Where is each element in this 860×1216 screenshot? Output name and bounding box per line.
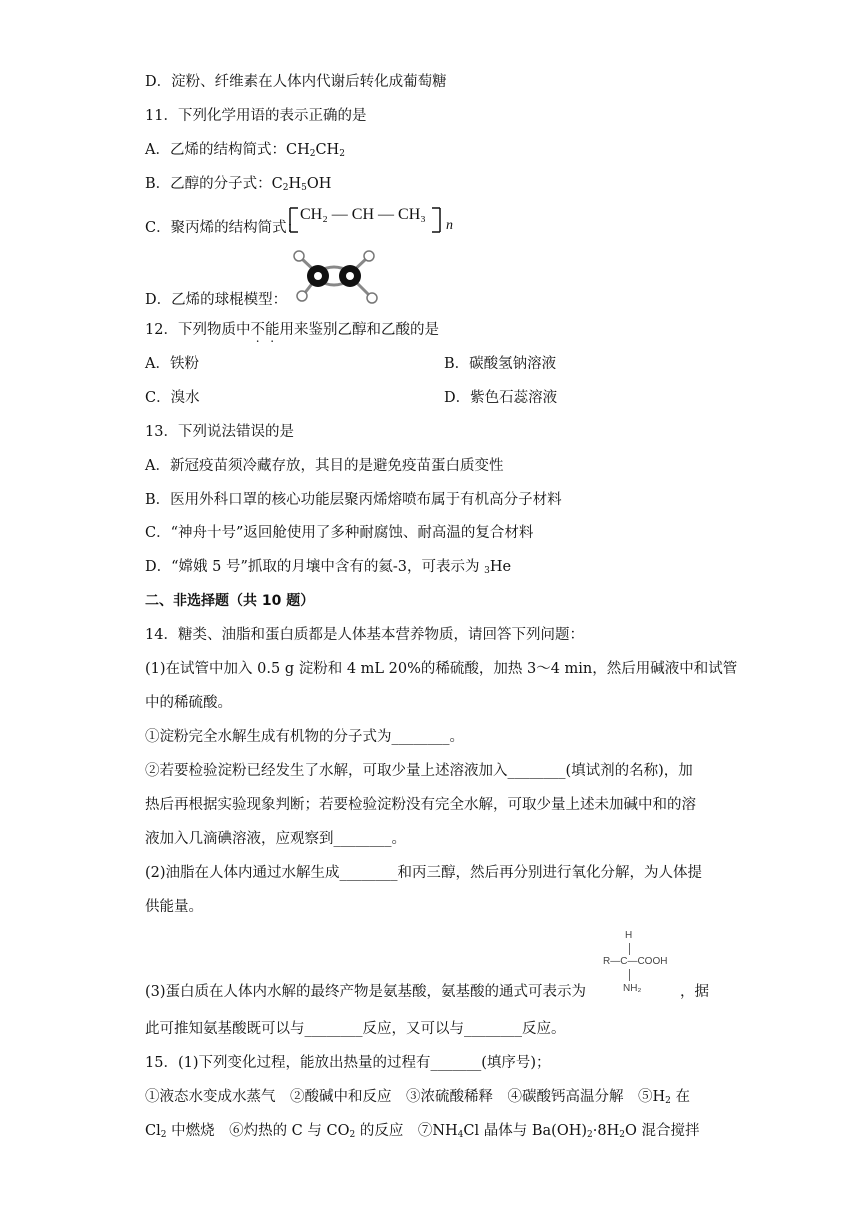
q15-options-line2: $Cl_2$ 中燃烧 ⑥灼热的 C 与 $CO_2$ 的反应 $⑦NH_4Cl$ 晶体与 $Ba(OH)_2\cdot 8H_2O$ 混合搅拌 (145, 1123, 700, 1140)
q14-part2-line2: 供能量。 (145, 899, 203, 915)
q14-stem: 14．糖类、油脂和蛋白质都是人体基本营养物质，请回答下列问题： (145, 627, 584, 643)
q13-option-d: D．“嫦娥 5 号”抓取的月壤中含有的氦-3，可表示为 $_3$He (145, 559, 512, 576)
q10-option-d: D．淀粉、纤维素在人体内代谢后转化成葡萄糖 (145, 74, 447, 90)
q12-option-a: A．铁粉 (145, 356, 199, 372)
q14-part2-line1: (2)油脂在人体内通过水解生成________和丙三醇，然后再分别进行氧化分解，为人体提 (145, 865, 703, 881)
q14-part1-i: ①淀粉完全水解生成有机物的分子式为________。 (145, 729, 464, 745)
q11-option-d: D．乙烯的球棍模型： (145, 292, 288, 308)
q12-stem: 12．下列物质中不能用来鉴别乙醇和乙酸的是 (145, 322, 439, 338)
q11-option-a: A．乙烯的结构简式：$CH_2CH_2$ (145, 142, 345, 159)
q12-option-c: C．溴水 (145, 390, 200, 406)
q11-option-c: C．聚丙烯的结构简式： (145, 220, 302, 236)
q13-option-b: B．医用外科口罩的核心功能层聚丙烯熔喷布属于有机高分子材料 (145, 492, 562, 508)
q11-stem: 11．下列化学用语的表示正确的是 (145, 108, 367, 124)
q14-part1-ii-line3: 液加入几滴碘溶液，应观察到________。 (145, 831, 406, 847)
q11-option-b: B．乙醇的分子式：$C_2H_5OH$ (145, 176, 332, 193)
q13-option-a: A．新冠疫苗须冷藏存放，其目的是避免疫苗蛋白质变性 (145, 458, 504, 474)
q13-stem: 13．下列说法错误的是 (145, 424, 294, 440)
polymer-n: n (446, 218, 453, 233)
section-heading: 二、非选择题（共 10 题） (145, 593, 315, 609)
q14-part1-line2: 中的稀硫酸。 (145, 695, 232, 711)
q15-options-line1: ①液态水变成水蒸气 ②酸碱中和反应 ③浓硫酸稀释 ④碳酸钙高温分解 $⑤H_2$ 在 (145, 1089, 690, 1106)
q14-part3-line2: 此可推知氨基酸既可以与________反应，又可以与________反应。 (145, 1021, 566, 1037)
q12-option-b: B．碳酸氢钠溶液 (444, 356, 557, 372)
q14-part3-line1-end: ，据 (680, 984, 709, 1000)
q12-option-d: D．紫色石蕊溶液 (444, 390, 558, 406)
polypropylene-formula: CH₂ — CH — CH₃ (300, 206, 426, 223)
q14-part1-ii-line1: ②若要检验淀粉已经发生了水解，可取少量上述溶液加入________(填试剂的名称)，加 (145, 763, 693, 779)
aa-main-chain: R—C—COOH (603, 956, 668, 967)
q14-part3-line1: (3)蛋白质在人体内水解的最终产物是氨基酸，氨基酸的通式可表示为 (145, 984, 587, 1000)
q14-part1-line1: (1)在试管中加入 0.5 g 淀粉和 4 mL 20%的稀硫酸，加热 3～4 min，然后用碱液中和试管 (145, 661, 738, 677)
aa-amino-group: NH₂ (623, 983, 642, 994)
aa-hydrogen: H (625, 930, 633, 941)
q14-part1-ii-line2: 热后再根据实验现象判断；若要检验淀粉没有完全水解，可取少量上述未加碱中和的溶 (145, 797, 696, 813)
ethylene-ball-stick-model (284, 248, 384, 310)
q15-stem: 15．(1)下列变化过程，能放出热量的过程有_______(填序号)； (145, 1055, 551, 1071)
q13-option-c: C．“神舟十号”返回舱使用了多种耐腐蚀、耐高温的复合材料 (145, 525, 534, 541)
